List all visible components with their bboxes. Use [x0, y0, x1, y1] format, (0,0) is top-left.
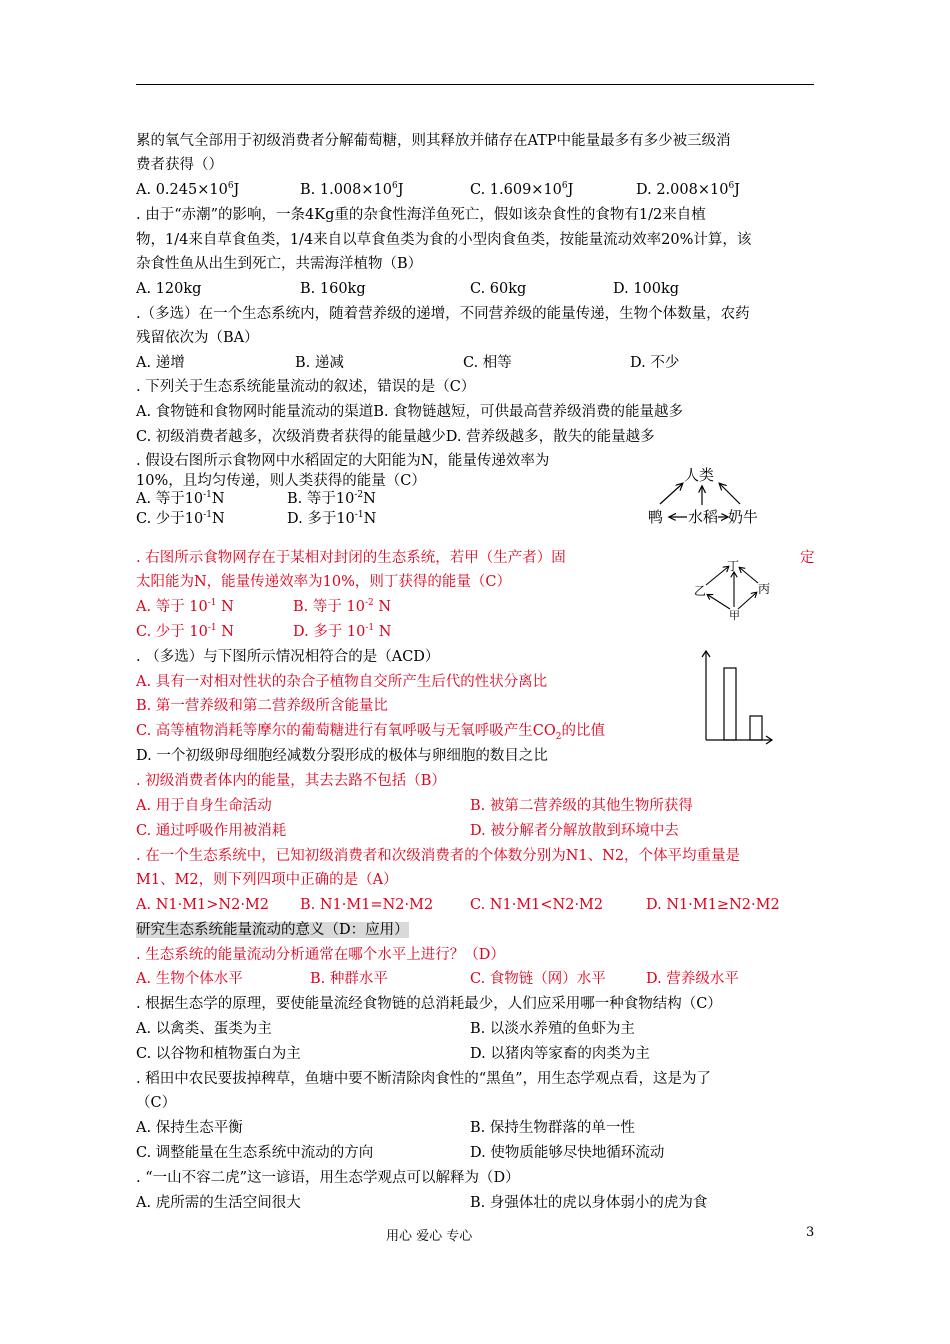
q2-option-c: C. 相等	[463, 355, 512, 371]
q7-option-d: D. 被分解者分解放散到环境中去	[470, 823, 679, 839]
node-humans: 人类	[684, 466, 715, 484]
section-heading: 研究生态系统能量流动的意义（D：应用）	[136, 922, 409, 938]
q1-option-a: A. 120kg	[136, 281, 202, 297]
q6-option-b: B. 第一营养级和第二营养级所含能量比	[136, 698, 388, 714]
q6-option-a: A. 具有一对相对性状的杂合子植物自交所产生后代的性状分离比	[136, 674, 548, 690]
footer-motto: 用心 爱心 专心	[386, 1229, 473, 1244]
q8-option-a: A. N1·M1>N2·M2	[136, 897, 270, 913]
q10-option-d: D. 以猪肉等家畜的肉类为主	[470, 1046, 650, 1062]
q12-option-a: A. 虎所需的生活空间很大	[136, 1195, 301, 1211]
q10-option-a: A. 以禽类、蛋类为主	[136, 1021, 272, 1037]
q11-option-c: C. 调整能量在生态系统中流动的方向	[136, 1145, 374, 1161]
page-number: 3	[806, 1225, 815, 1240]
arrow-duck-humans	[660, 484, 682, 504]
q6-line1: . （多选）与下图所示情况相符合的是（ACD）	[136, 649, 440, 665]
node-duck: 鸭	[648, 508, 664, 526]
q10-option-c: C. 以谷物和植物蛋白为主	[136, 1046, 301, 1062]
q7-option-b: B. 被第二营养级的其他生物所获得	[470, 798, 693, 814]
q11-line2: （C）	[136, 1095, 177, 1111]
q0-line1: 累的氧气全部用于初级消费者分解葡萄糖，则其释放并储存在ATP中能量最多有多少被三级消	[136, 133, 731, 149]
arrow-jia-yi	[708, 595, 730, 609]
q5-option-a: A. 等于 $10^{-1}$ N	[136, 598, 234, 615]
header-rule	[136, 84, 814, 85]
bar-chart	[700, 648, 780, 748]
q8-line1: . 在一个生态系统中，已知初级消费者和次级消费者的个体数分别为N1、N2，个体平均重量是	[136, 848, 741, 864]
food-web-diagram-1	[640, 462, 770, 530]
q8-option-b: B. N1·M1=N2·M2	[300, 897, 434, 913]
q1-option-d: D. 100kg	[613, 281, 680, 297]
bar-2	[750, 716, 762, 740]
q2-option-b: B. 递减	[295, 355, 344, 371]
q9-option-d: D. 营养级水平	[646, 971, 739, 987]
arrow-bing-ding	[740, 568, 758, 583]
bar-1	[724, 668, 736, 740]
q10-option-b: B. 以淡水养殖的鱼虾为主	[470, 1021, 635, 1037]
q10-line1: . 根据生态学的原理，要使能量流经食物链的总消耗最少，人们应采用哪一种食物结构（C）	[136, 996, 722, 1012]
q1-line3: 杂食性鱼从出生到死亡，共需海洋植物（B）	[136, 256, 423, 272]
node-yi: 乙	[694, 584, 707, 598]
q4-option-a: A. 等于$10^{-1}N$	[136, 490, 225, 507]
q5-option-b: B. 等于 $10^{-2}$ N	[293, 598, 392, 615]
q8-option-d: D. N1·M1≥N2·M2	[646, 897, 780, 913]
q5-option-c: C. 少于 $10^{-1}$ N	[136, 623, 234, 640]
q9-option-a: A. 生物个体水平	[136, 971, 243, 987]
q0-option-c: C. $1.609\times 10^6J$	[470, 181, 574, 198]
q7-line1: . 初级消费者体内的能量，其去去路不包括（B）	[136, 773, 446, 789]
q0-line2: 费者获得（）	[136, 157, 223, 173]
q2-option-d: D. 不少	[630, 355, 680, 371]
q0-option-a: A. $0.245\times 10^6J$	[136, 181, 240, 198]
q7-option-a: A. 用于自身生命活动	[136, 798, 272, 814]
q9-line1: . 生态系统的能量流动分析通常在哪个水平上进行？（D）	[136, 947, 505, 963]
q8-option-c: C. N1·M1<N2·M2	[470, 897, 604, 913]
node-bing: 丙	[758, 582, 771, 596]
q2-line1: .（多选）在一个生态系统内，随着营养级的递增，不同营养级的能量传递，生物个体数量，农药	[136, 306, 750, 322]
q1-option-c: C. 60kg	[470, 281, 527, 297]
q6-option-c: C. 高等植物消耗等摩尔的葡萄糖进行有氧呼吸与无氧呼吸产生$CO_2$的比值	[136, 723, 606, 742]
q4-option-c: C. 少于$10^{-1}N$	[136, 510, 225, 527]
q4-option-b: B. 等于$10^{-2}N$	[287, 490, 376, 507]
q8-line2: M1、M2，则下列四项中正确的是（A）	[136, 872, 398, 888]
q11-option-a: A. 保持生态平衡	[136, 1120, 243, 1136]
q5-line1-end: 定	[800, 550, 815, 566]
q5-line2: 太阳能为N，能量传递效率为10%，则丁获得的能量（C）	[136, 574, 512, 590]
q2-line2: 残留依次为（BA）	[136, 330, 259, 346]
food-web-diagram-2	[690, 555, 780, 623]
q4-option-d: D. 多于$10^{-1}N$	[287, 510, 377, 527]
q3-line1: . 下列关于生态系统能量流动的叙述，错误的是（C）	[136, 379, 476, 395]
q5-line1: . 右图所示食物网存在于某相对封闭的生态系统，若甲（生产者）固	[136, 550, 566, 566]
q0-option-d: D. $2.008\times 10^6J$	[636, 181, 740, 198]
q6-option-d: D. 一个初级卵母细胞经减数分裂形成的极体与卵细胞的数目之比	[136, 748, 548, 764]
q7-option-c: C. 通过呼吸作用被消耗	[136, 823, 287, 839]
node-rice: 水稻	[688, 508, 719, 526]
q1-line1: . 由于“赤潮”的影响，一条4Kg重的杂食性海洋鱼死亡，假如该杂食性的食物有1/2来自植	[136, 207, 706, 223]
q11-option-b: B. 保持生物群落的单一性	[470, 1120, 635, 1136]
q12-line1: . “一山不容二虎”这一谚语，用生态学观点可以解释为（D）	[136, 1170, 520, 1186]
arrow-jia-bing	[738, 593, 756, 609]
q11-line1: . 稻田中农民要拔掉稗草，鱼塘中要不断清除肉食性的“黑鱼”，用生态学观点看，这是为了	[136, 1071, 712, 1087]
q9-option-c: C. 食物链（网）水平	[470, 971, 606, 987]
q12-option-b: B. 身强体壮的虎以身体弱小的虎为食	[470, 1195, 708, 1211]
q5-option-d: D. 多于 $10^{-1}$ N	[293, 623, 392, 640]
q4-line1: . 假设右图所示食物网中水稻固定的大阳能为N，能量传递效率为	[136, 453, 550, 469]
node-ding: 丁	[727, 559, 740, 573]
q1-line2: 物，1/4来自草食鱼类，1/4来自以草食鱼类为食的小型肉食鱼类，按能量流动效率20%计算，该	[136, 232, 752, 248]
q1-option-b: B. 160kg	[300, 281, 366, 297]
node-cow: 奶牛	[728, 508, 759, 526]
q3-line2: A. 食物链和食物网时能量流动的渠道B. 食物链越短，可供最高营养级消费的能量越多	[136, 404, 684, 420]
q11-option-d: D. 使物质能够尽快地循环流动	[470, 1145, 665, 1161]
q3-line3: C. 初级消费者越多，次级消费者获得的能量越少D. 营养级越多，散失的能量越多	[136, 429, 655, 445]
arrow-yi-ding	[706, 567, 728, 585]
q0-option-b: B. $1.008\times 10^6J$	[300, 181, 404, 198]
q9-option-b: B. 种群水平	[310, 971, 388, 987]
node-jia: 甲	[729, 609, 740, 622]
q2-option-a: A. 递增	[136, 355, 185, 371]
arrow-cow-humans	[720, 484, 740, 504]
q4-line2: 10%，且均匀传递，则人类获得的能量（C）	[136, 473, 426, 489]
